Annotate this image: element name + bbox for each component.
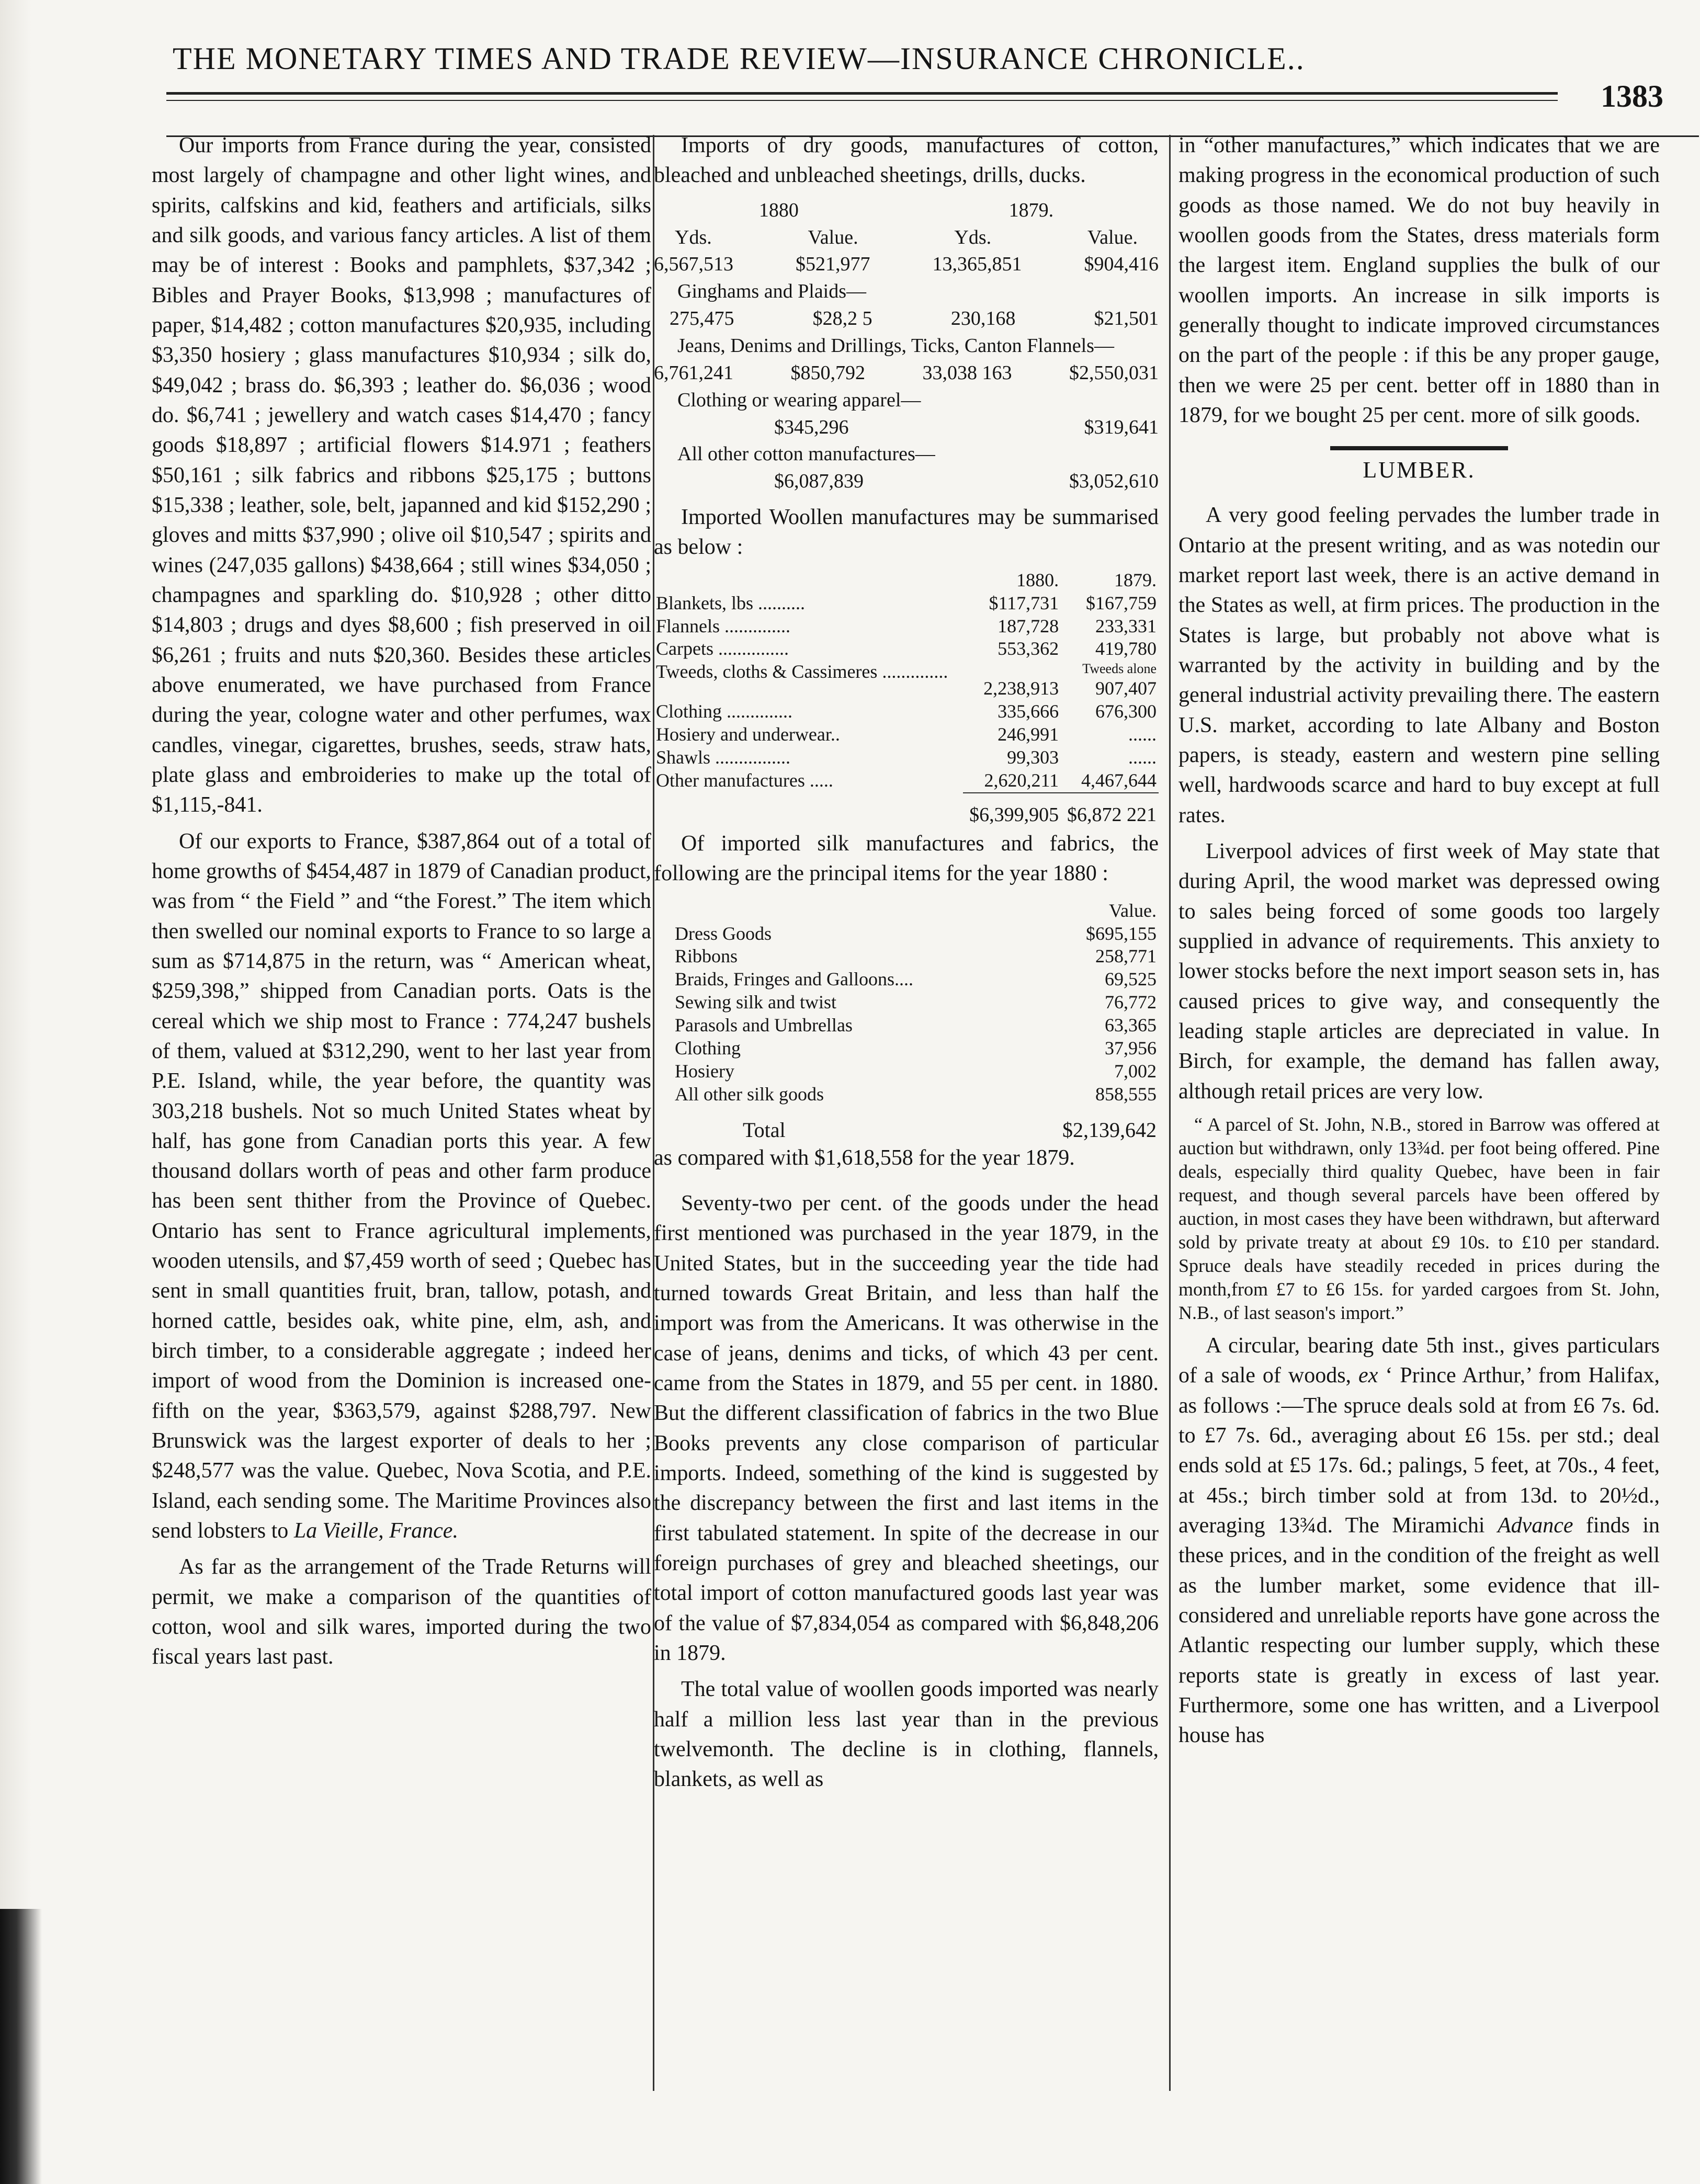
table-row: Carpets ............... 553,362 419,780 bbox=[656, 638, 1157, 659]
table-row: Clothing .............. 335,666 676,300 bbox=[656, 701, 1157, 722]
page-number: 1383 bbox=[1601, 79, 1663, 113]
paragraph-seventy-two: Seventy-two per cent. of the goods under the head first mentioned was purchased in the year 1879, in the United States, but in the succeeding year the tide had turned towards Great Britain, and less than half the import was from the Americans. It was otherwise in the case of jeans, denims and ticks, of which 43 per cent. came from the States in 1879, and 55 per cent. in 1880. But the different classification of fabrics in the two Blue Books prevents any close comparison of particular imports. Indeed, something of the kind is suggested by the discrepancy between the first and last items in the first tabulated statement. In spite of the decrease in our foreign purchases of grey and bleached sheetings, our total import of cotton manufactured goods last year was of the value of $7,834,054 as compared with $6,848,206 in 1879. bbox=[654, 1191, 1159, 1665]
paragraph-lumber-ontario: A very good feeling pervades the lumber trade in Ontario at the present writing, and as was notedin our market report last week, there is an active demand in the States as well, at firm prices. The production in the States is large, but probably not above what is warranted by the activity in building and by the general industrial activity prevailing there. The eastern U.S. market, according to late Albany and Boston papers, is steady, eastern and western pine selling well, hardwoods scarce and hard to buy except at full rates. bbox=[1178, 503, 1660, 827]
row-jeans: 6,761,241 $850,792 33,038 163 $2,550,031 bbox=[654, 361, 1159, 384]
header-rule-thin bbox=[166, 100, 1558, 101]
row-sheetings: 6,567,513 $521,977 13,365,851 $904,416 bbox=[654, 253, 1159, 276]
ginghams-label: Ginghams and Plaids— bbox=[677, 280, 866, 303]
column-3 bbox=[1178, 131, 1660, 1757]
table-row: Braids, Fringes and Galloons.... 69,525 bbox=[675, 969, 1157, 990]
table-row: Blankets, lbs .......... $117,731 $167,759 bbox=[656, 592, 1157, 613]
table-row: Sewing silk and twist 76,772 bbox=[675, 992, 1157, 1013]
table-row: Other manufactures ..... 2,620,211 4,467,644 bbox=[656, 769, 1157, 791]
table-row: Hosiery and underwear.. 246,991 ...... bbox=[656, 723, 1157, 745]
row-other-cotton: $6,087,839 $3,052,610 bbox=[774, 470, 1159, 493]
table-row: Shawls ................ 99,303 ...... bbox=[656, 746, 1157, 768]
column-heads: Yds. Value. Yds. Value. bbox=[675, 226, 1138, 248]
paragraph-exports-france: Of our exports to France, $387,864 out of a total of home growths of $454,487 in 1879 of Canadian product, was from “ the Field ” and “the Forest.” The item which then swelled our nominal exports to France to so large a sum as $714,875 in the return, was “ American wheat, $259,398,” shipped from Canadian ports. Oats is the cereal which we ship most to France : 774,247 bushels of them, valued at $312,290, went to her last year from P.E. Island, while, the year before, the quantity was 303,218 bushels. Not so much United States wheat by half, has gone from Canadian ports this year. A few thousand dollars worth of peas and other farm produce has been sent thither from the Province of Quebec. Ontario has sent to France agricultural implements, wooden utensils, and $7,459 worth of seed ; Quebec has sent in small quantities fruit, bran, tallow, potash, and horned cattle, besides oak, white pine, elm, ash, and birch timber, to a considerable aggregate ; indeed her import of wood from the Dominion is increased one-fifth on the year, $363,579, against $288,797. New Brunswick was the largest exporter of deals to her ; $248,577 was the value. Quebec, Nova Scotia, and P.E. Island, each sending some. The Maritime Provinces also send lobsters to La Vieille, France. bbox=[152, 829, 651, 1543]
section-rule bbox=[1330, 446, 1508, 450]
clothing-label: Clothing or wearing apparel— bbox=[677, 389, 921, 411]
table-row: Dress Goods $695,155 bbox=[675, 923, 1157, 944]
column-1 bbox=[152, 131, 651, 1679]
table-row: Tweeds, cloths & Cassimeres .............. 2,238,913 Tweeds alone 907,407 bbox=[656, 661, 1157, 699]
woollen-table bbox=[654, 569, 1159, 827]
silk-intro: Of imported silk manufactures and fabrics, the following are the principal items for the year 1880 : bbox=[654, 832, 1159, 886]
silk-total-row: Total $2,139,642 bbox=[743, 1118, 1157, 1142]
silk-comparison: as compared with $1,618,558 for the year 1879. bbox=[654, 1145, 1075, 1170]
row-clothing: $345,296 $319,641 bbox=[774, 416, 1159, 438]
paragraph-liverpool: Liverpool advices of first week of May state that during April, the wood market was depressed owing to sales being forced of some goods too largely supplied in advance of requirements. This anxiety to lower stocks before the next import season sets in, has caused prices to give way, and consequently the leading staple articles are depreciated in value. In Birch, for example, the demand has fallen away, although retail prices are very low. bbox=[1178, 839, 1660, 1104]
table-row: Clothing 37,956 bbox=[675, 1038, 1157, 1059]
column-2 bbox=[654, 131, 1159, 1801]
dry-goods-table bbox=[654, 197, 1159, 495]
other-cotton-label: All other cotton manufactures— bbox=[677, 443, 935, 465]
woollen-year-heads: 1880. 1879. bbox=[1016, 569, 1157, 590]
dry-goods-intro: Imports of dry goods, manufactures of cotton, bleached and unbleached sheetings, drills, ducks. bbox=[654, 133, 1159, 188]
table-row: Hosiery 7,002 bbox=[675, 1061, 1157, 1082]
silk-value-head: Value. bbox=[1109, 900, 1157, 921]
woollen-totals: $6,399,905 $6,872 221 bbox=[654, 793, 1159, 827]
row-ginghams: 275,475 $28,2 5 230,168 $21,501 bbox=[670, 308, 1159, 330]
paragraph-other-manufactures: in “other manufactures,” which indicates that we are making progress in the economical production of such goods as those named. We do not buy heavily in woollen goods from the States, dress materials form the largest item. England supplies the bulk of our woollen imports. An increase in silk imports is generally thought to indicate improved circumstances on the part of the people : if this be any proper gauge, then we were 25 per cent. better off in 1880 than in 1879, for we bought 25 per cent. more of silk goods. bbox=[1178, 133, 1660, 427]
binding-shadow bbox=[0, 1909, 42, 2184]
page-edge-shadow bbox=[0, 0, 31, 2184]
table-row: Flannels .............. 187,728 233,331 bbox=[656, 615, 1157, 636]
year-heads: 1880 1879. bbox=[758, 199, 1054, 221]
table-row: Ribbons 258,771 bbox=[675, 946, 1157, 967]
table-row: Parasols and Umbrellas 63,365 bbox=[675, 1015, 1157, 1036]
paragraph-woollen-total: The total value of woollen goods imported was nearly half a million less last year than in the previous twelvemonth. The decline is in clothing, flannels, blankets, as well as bbox=[654, 1677, 1159, 1792]
column-divider bbox=[1169, 135, 1171, 2091]
header-rule bbox=[166, 92, 1558, 95]
woollen-intro: Imported Woollen manufactures may be summarised as below : bbox=[654, 505, 1159, 560]
section-heading-lumber: LUMBER. bbox=[1363, 457, 1476, 483]
masthead: THE MONETARY TIMES AND TRADE REVIEW—INSURANCE CHRONICLE.. bbox=[173, 41, 1305, 76]
paragraph-circular: A circular, bearing date 5th inst., gives particulars of a sale of woods, ex ‘ Prince Arthur,’ from Halifax, as follows :—The spruce deals sold at from £6 7s. 6d. to £7 7s. 6d., averaging about £6 15s. per std.; deal ends sold at £5 17s. 6d.; palings, 5 feet, at 70s., 4 feet, at 45s.; birch timber sold at from 13d. to 20½d., averaging 13¾d. The Miramichi Advance finds in these prices, and in the condition of the freight as well as the lumber market, some evidence that ill-considered and unreliable reports have gone across the Atlantic respecting our lumber supply, which these reports state is greatly in excess of last year. Furthermore, some one has written, and a Liverpool house has bbox=[1178, 1333, 1660, 1748]
tweeds-note: Tweeds alone bbox=[1082, 661, 1157, 677]
paragraph-imports-france: Our imports from France during the year, consisted most largely of champagne and other light wines, and spirits, calfskins and kid, feathers and artificials, silks and silk goods, and various fancy articles. A list of them may be of interest : Books and pamphlets, $37,342 ; Bibles and Prayer Books, $13,998 ; manufactures of paper, $14,482 ; cotton manufactures $20,935, including $3,350 hosiery ; glass manufactures $10,934 ; silk do, $49,042 ; brass do. $6,393 ; leather do. $6,036 ; wood do. $6,741 ; jewellery and watch cases $14,470 ; fancy goods $18,897 ; artificial flowers $14.971 ; feathers $50,161 ; silk fabrics and ribbons $25,175 ; buttons $15,338 ; leather, sole, belt, japanned and kid $152,290 ; gloves and mitts $37,990 ; olive oil $10,547 ; spirits and wines (247,035 gallons) $438,664 ; still wines $34,050 ; champagnes and sparkling do. $10,928 ; other ditto $14,803 ; drugs and dyes $8,600 ; fish preserved in oil $6,261 ; fruits and nuts $20,360. Besides these articles above enumerated, we have purchased from France during the year, cologne water and other perfumes, wax candles, vinegar, cigarettes, brushes, seeds, straw hats, plate glass and embroideries to make up the total of $1,115,-841. bbox=[152, 133, 651, 817]
table-row: All other silk goods 858,555 bbox=[675, 1083, 1157, 1105]
paragraph-trade-returns: As far as the arrangement of the Trade Returns will permit, we make a comparison of the quantities of cotton, wool and silk wares, imported during the two fiscal years last past. bbox=[152, 1555, 651, 1669]
jeans-label: Jeans, Denims and Drillings, Ticks, Canton Flannels— bbox=[677, 334, 1114, 357]
silk-table bbox=[654, 900, 1159, 1143]
quoted-report: “ A parcel of St. John, N.B., stored in Barrow was offered at auction but withdrawn, only 13¾d. per foot being offered. Pine deals, especially third quality Quebec, have been in fair request, and though several parcels have been offered by auction, in most cases they have been withdrawn, but afterward sold by private treaty at about £9 10s. to £10 per standard. Spruce deals have steadily receded in prices during the month,from £7 to £6 15s. for yarded cargoes from St. John, N.B., of last season's import.” bbox=[1178, 1113, 1660, 1323]
